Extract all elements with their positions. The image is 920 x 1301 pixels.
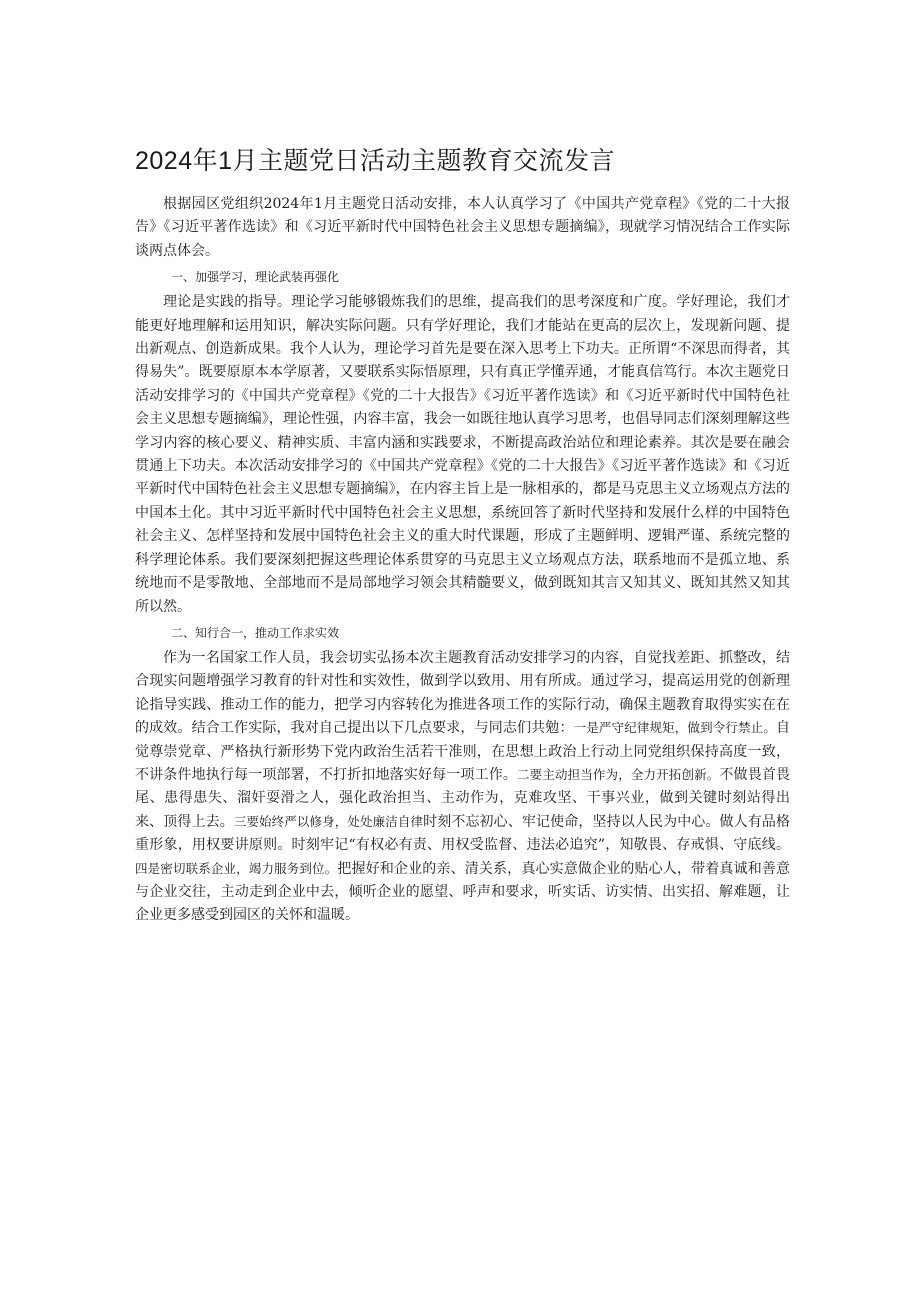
section-1-paragraph: 理论是实践的指导。理论学习能够锻炼我们的思维，提高我们的思考深度和广度。学好理论，我们才能更好地理解和运用知识，解决实际问题。只有学好理论，我们才能站在更高的层次上，发现新问题、提出新观点、创造新成果。我个人认为，理论学习首先是要在深入思考上下功夫。正所谓“不深思而得者，其得易失”。既要原原本本学原著，又要联系实际悟原理，只有真正学懂弄通，才能真信笃行。本次主题党日活动安排学习的《中国共产党章程》《党的二十大报告》《习近平著作选读》和《习近平新时代中国特色社会主义思想专题摘编》，理论性强，内容丰富，我会一如既往地认真学习思考，也倡导同志们深刻理解这些学习内容的核心要义、精神实质、丰富内涵和实践要求，不断提高政治站位和理论素养。其次是要在融会贯通上下功夫。本次活动安排学习的《中国共产党章程》《党的二十大报告》《习近平著作选读》和《习近平新时代中国特色社会主义思想专题摘编》，在内容主旨上是一脉相承的，都是马克思主义立场观点方法的中国本土化。其中习近平新时代中国特色社会主义思想，系统回答了新时代坚持和发展什么样的中国特色社会主义、怎样坚持和发展中国特色社会主义的重大时代课题，形成了主题鲜明、逻辑严谨、系统完整的科学理论体系。我们要深刻把握这些理论体系贯穿的马克思主义立场观点方法，联系地而不是孤立地、系统地而不是零散地、全部地而不是局部地学习领会其精髓要义，做到既知其言又知其义、既知其然又知其所以然。 <box>135 294 790 615</box>
requirement-1-text: 自觉尊崇党章、严格执行新形势下党内政治生活若干准则，在思想上政治上行动上同党组织保持高度一致，不讲条件地执行每一项部署，不打折扣地落实好每一项工作。 <box>135 720 790 783</box>
section-1-heading: 一、加强学习，理论武装再强化 <box>171 270 340 285</box>
section-2-paragraph <box>135 647 790 928</box>
section-2-heading: 二、知行合一，推动工作求实效 <box>171 625 340 640</box>
requirement-4-bold: 四是密切联系企业，竭力服务到位。 <box>135 861 338 876</box>
intro-paragraph: 根据园区党组织2024年1月主题党日活动安排，本人认真学习了《中国共产党章程》《党的二十大报告》《习近平著作选读》和《习近平新时代中国特色社会主义思想专题摘编》，现就学习情况结合工作实际谈两点体会。 <box>135 196 790 259</box>
requirement-4-text: 把握好和企业的亲、清关系，真心实意做企业的贴心人，带着真诚和善意与企业交往，主动走到企业中去，倾听企业的愿望、呼声和要求，听实话、访实情、出实招、解难题，让企业更多感受到园区的关怀和温暖。 <box>135 860 790 924</box>
requirement-2-bold: 二要主动担当作为，全力开拓创新。 <box>517 767 720 782</box>
requirement-1-bold: 一是严守纪律规矩，做到令行禁止。 <box>573 721 776 736</box>
requirement-2-text: 不做畏首畏尾、患得患失、溜奸耍滑之人，强化政治担当、主动作为，克难攻坚、干事兴业，做到关键时刻站得出来、顶得上去。 <box>135 766 791 830</box>
section-2-intro-text: 作为一名国家工作人员，我会切实弘扬本次主题教育活动安排学习的内容，自觉找差距、抓整改，结合现实问题增强学习教育的针对性和实效性，做到学以致用、用有所成。通过学习，提高运用党的创新理论指导实践、推动工作的能力，把学习内容转化为推进各项工作的实际行动，确保主题教育取得实实在在的成效。结合工作实际，我对自己提出以下几点要求，与同志们共勉： <box>135 649 790 737</box>
requirement-3-text: 时刻不忘初心、牢记使命，坚持以人民为中心。做人有品格重形象，用权要讲原则。时刻牢记“有权必有责、用权受监督、违法必追究”，知敬畏、存戒惧、守底线。 <box>135 813 791 854</box>
document-title: 2024年1月主题党日活动主题教育交流发言 <box>135 147 616 175</box>
document-body <box>135 193 790 928</box>
requirement-3-bold: 三要始终严以修身，处处廉洁自律 <box>233 814 424 829</box>
